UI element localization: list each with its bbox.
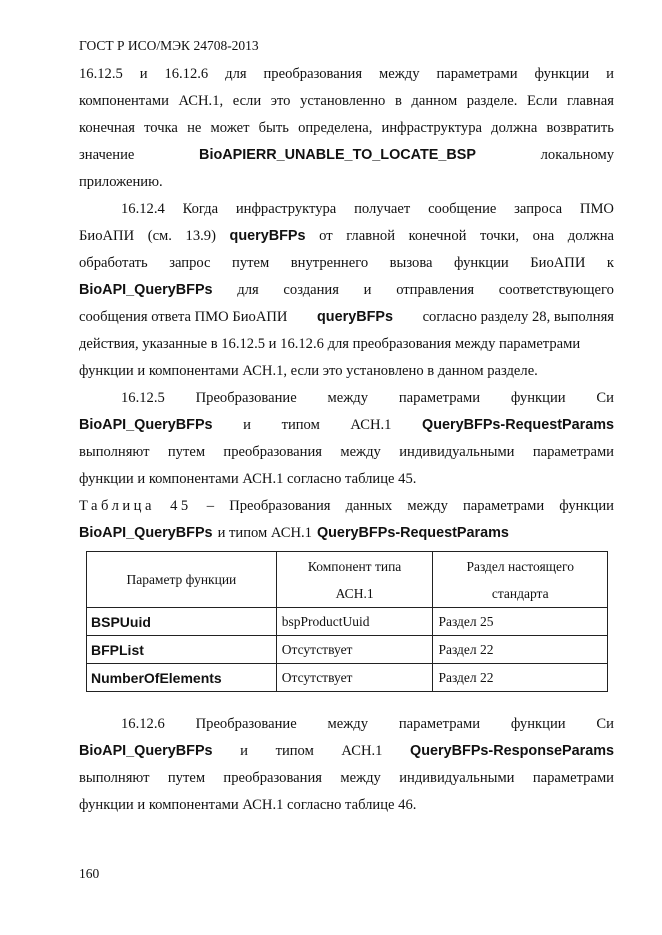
text-line [79,282,614,309]
text-run: от [319,228,333,244]
text-run: главная [567,93,614,109]
text-run: главной [346,228,395,244]
text-run: путем [232,255,270,271]
function-name: queryBFPs [229,228,306,244]
table-row [87,664,608,692]
caption-number: 45 [170,498,192,514]
text-run: запроса [514,201,563,217]
column-header: Компонент типа АСН.1 [276,552,433,608]
text-line [79,255,614,282]
text-run: путем [167,770,206,786]
text-run: типом [275,743,314,759]
text-run: функции [534,66,590,82]
table-header-row [87,552,608,608]
text-run: приложению. [79,174,163,190]
text-line [79,66,614,93]
text-run: 16.12.5 [121,390,165,406]
text-run: возвратить [546,120,614,136]
text-run: разделе. [466,93,518,109]
text-line [79,228,614,255]
text-run: создания [283,282,339,298]
function-name: queryBFPs [317,309,393,325]
mapping-table [86,551,608,692]
table-row [87,636,608,664]
text-run: данных [345,498,393,514]
component-cell: Отсутствует [276,664,433,692]
text-run: локальному [540,147,614,163]
text-line [79,174,614,201]
text-run: должна [567,228,614,244]
asn-type-name: QueryBFPs-RequestParams [422,417,614,433]
text-run: АСН.1 [350,417,392,433]
section-cell: Раздел 22 [433,664,608,692]
text-run: параметрами [532,444,614,460]
function-name: BioAPI_QueryBFPs [79,743,213,759]
text-run: между [327,716,369,732]
column-header: Раздел настоящего стандарта [433,552,608,608]
text-run: Если [526,93,558,109]
text-run: данном [411,93,458,109]
text-run: инфраструктура [235,201,337,217]
text-run: и [363,282,372,298]
text-run: 16.12.5 [79,66,123,82]
text-line [79,390,614,417]
text-line [79,716,614,743]
paragraph-4 [79,716,614,824]
param-cell: BSPUuid [87,608,277,636]
text-run: между [340,770,381,786]
text-run: типом [281,417,320,433]
text-run: выполняют [79,444,150,460]
section-cell: Раздел 22 [433,636,608,664]
text-run: функции и компонентами АСН.1, если это установлено в данном разделе. [79,363,538,379]
text-run: значение [79,147,135,163]
text-run: сообщения ответа ПМО БиоАПИ [79,309,288,325]
text-line [79,417,614,444]
text-run: должна [491,120,538,136]
text-run: Преобразование [195,390,297,406]
text-run: если [232,93,262,109]
text-run: 13.9) [185,228,216,244]
text-run: Когда [182,201,219,217]
text-run: компонентами [79,93,169,109]
text-line [79,201,614,228]
text-run: точка [144,120,178,136]
text-run: между [378,66,420,82]
text-run: для [237,282,259,298]
text-run: точки, [480,228,520,244]
text-run: АСН.1, [178,93,224,109]
function-name: BioAPI_QueryBFPs [79,525,213,541]
text-run: обработать [79,255,148,271]
text-run: определена, [298,120,373,136]
text-run: Преобразования [229,498,331,514]
text-run: индивидуальными [399,770,515,786]
column-header: Параметр функции [87,552,277,608]
text-run: быть [258,120,289,136]
text-line [79,120,614,147]
text-line [79,336,614,363]
text-run: конечная [79,120,135,136]
text-line [79,444,614,471]
text-run: функции и компонентами АСН.1 согласно таблице 45. [79,471,417,487]
text-line [79,525,614,552]
text-run: функции и компонентами АСН.1 согласно таблице 46. [79,797,417,813]
text-line [79,147,614,174]
paragraph-3 [79,390,614,498]
text-run: для [225,66,247,82]
text-line [79,471,614,498]
section-cell: Раздел 25 [433,608,608,636]
component-cell: Отсутствует [276,636,433,664]
text-line [79,498,614,525]
text-run: вызова [389,255,433,271]
text-run: (см. [147,228,172,244]
text-run: она [532,228,555,244]
text-run: преобразования [223,770,322,786]
paragraph-2 [79,201,614,390]
text-run: к [606,255,614,271]
text-run: 16.12.6 [164,66,209,82]
asn-type-name: QueryBFPs-ResponseParams [410,743,614,759]
function-name: BioAPI_QueryBFPs [79,282,213,298]
text-run: и типом АСН.1 [217,525,312,541]
caption-label: Таблица [79,498,155,514]
error-code: BioAPIERR_UNABLE_TO_LOCATE_BSP [199,147,476,163]
text-run: соответствующего [498,282,614,298]
text-run: между [407,498,448,514]
text-line [79,93,614,120]
text-run: Си [596,390,614,406]
text-run: запрос [169,255,211,271]
text-run: между [327,390,369,406]
text-run: получает [354,201,411,217]
running-header: ГОСТ Р ИСО/МЭК 24708-2013 [79,38,259,53]
param-cell: BFPList [87,636,277,664]
text-line [79,743,614,770]
text-line [79,309,614,336]
text-run: не [187,120,202,136]
text-run: 16.12.6 [121,716,165,732]
table-row [87,608,608,636]
text-run: функции [454,255,509,271]
text-run: путем [167,444,206,460]
text-run: и [606,66,614,82]
text-run: функции [510,390,566,406]
text-run: выполняют [79,770,150,786]
text-run: БиоАПИ [530,255,586,271]
text-run: Си [596,716,614,732]
text-run: параметрами [462,498,545,514]
text-run: отправления [396,282,475,298]
text-line [79,770,614,797]
function-name: BioAPI_QueryBFPs [79,417,213,433]
text-run: преобразования [263,66,363,82]
text-run: 16.12.4 [121,201,165,217]
text-run: и [240,743,248,759]
text-line [79,797,614,824]
text-run: БиоАПИ [79,228,135,244]
text-run: сообщение [428,201,497,217]
text-run: и [139,66,148,82]
text-run: это [270,93,291,109]
text-run: внутреннего [290,255,369,271]
text-run: АСН.1 [341,743,383,759]
text-run: преобразования [223,444,322,460]
text-run: функции [510,716,566,732]
text-run: параметрами [398,390,481,406]
component-cell: bspProductUuid [276,608,433,636]
text-run: может [210,120,250,136]
paragraph-1 [79,66,614,201]
text-run: Преобразование [195,716,297,732]
text-run: индивидуальными [399,444,515,460]
text-line [79,363,614,390]
text-run: действия, указанные в 16.12.5 и 16.12.6 для преобразования между параметрами [79,336,581,352]
asn-type-name: QueryBFPs-RequestParams [316,525,509,541]
text-run: согласно разделу 28, выполняя [422,309,614,325]
param-cell: NumberOfElements [87,664,277,692]
text-run: в [394,93,402,109]
text-run: установленно [300,93,386,109]
text-run: конечной [408,228,467,244]
text-run: и [243,417,251,433]
text-run: параметрами [398,716,481,732]
text-run: параметрами [532,770,614,786]
text-run: параметрами [436,66,518,82]
text-run: между [340,444,381,460]
text-run: функции [559,498,614,514]
page-number: 160 [79,866,100,881]
text-run: – [206,498,215,514]
text-run: инфраструктура [381,120,482,136]
table-caption [79,498,614,552]
text-run: ПМО [579,201,614,217]
